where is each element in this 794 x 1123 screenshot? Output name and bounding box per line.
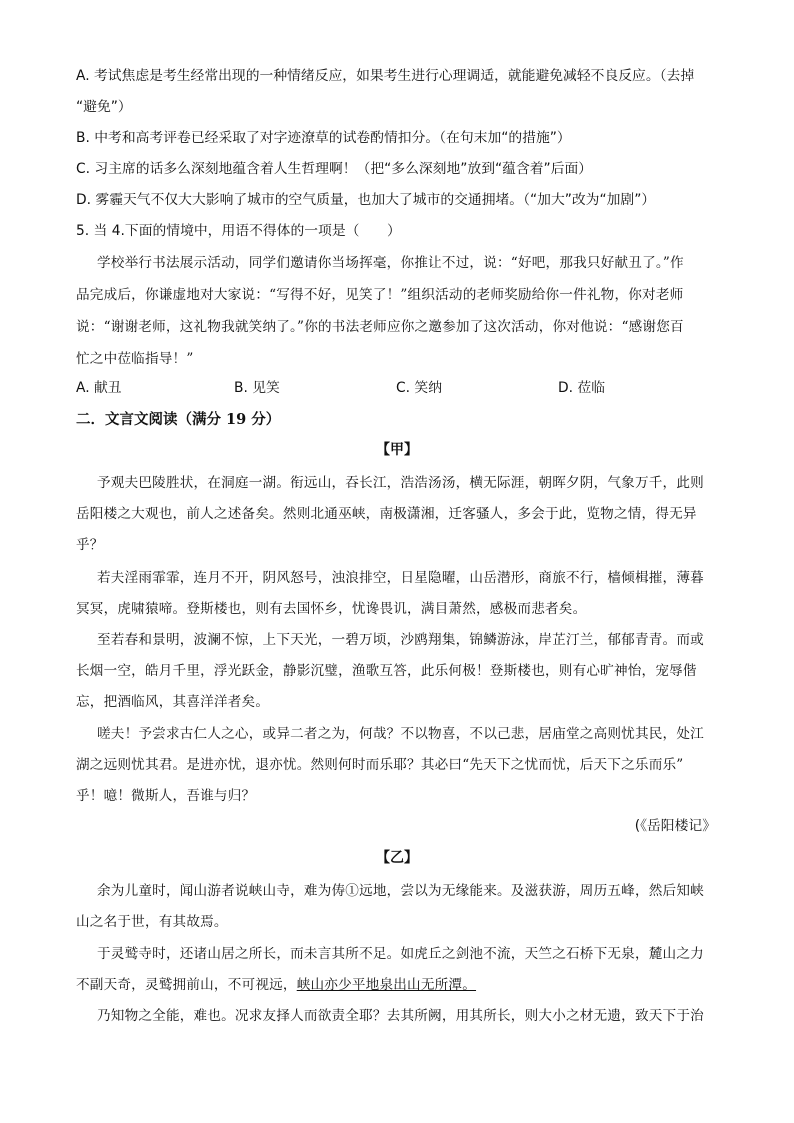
question-5-stem: 5. 当 4.下面的情境中，用语不得体的一项是（ ） <box>76 223 401 239</box>
option-a-line2: “避免”） <box>76 99 132 115</box>
jia-line: 乎！噫！微斯人，吾谁与归？ <box>76 788 256 804</box>
yi-underlined-sentence: 峡山亦少平地泉出山无所潭。 <box>296 977 477 993</box>
jia-line: 乎？ <box>76 537 104 553</box>
q5-options <box>76 378 716 398</box>
yi-line: 山之名于世，有其故焉。 <box>76 914 228 930</box>
q5-passage-line: 品完成后，你谦虚地对大家说：“写得不好，见笑了！”组织活动的老师奖励给你一件礼物，你对老师 <box>76 287 684 303</box>
jia-line: 长烟一空，皓月千里，浮光跃金，静影沉璧，渔歌互答，此乐何极！登斯楼也，则有心旷神怡，宠辱偕 <box>76 663 697 679</box>
jia-line: 忘，把酒临风，其喜洋洋者矣。 <box>76 694 270 710</box>
option-b: B. 中考和高考评卷已经采取了对字迹潦草的试卷酌情扣分。（在句末加“的措施”） <box>76 130 571 146</box>
jia-source: (《岳阳楼记》 <box>634 818 716 834</box>
jia-line: 予观夫巴陵胜状，在洞庭一湖。衔远山，吞长江，浩浩汤汤，横无际涯，朝晖夕阴，气象万千，此则 <box>97 475 704 491</box>
yi-line: 于灵鹫寺时，还诸山居之所长，而未言其所不足。如虎丘之剑池不流，天竺之石桥下无泉，麓山之力 <box>97 946 704 962</box>
yi-line: 乃知物之全能，难也。况求友择人而欲责全耶？去其所阙，用其所长，则大小之材无遗，致天下于治 <box>97 1008 704 1024</box>
option-c: C. 习主席的话多么深刻地蕴含着人生哲理啊！（把“多么深刻地”放到“蕴含着”后面） <box>76 161 593 177</box>
jia-line: 至若春和景明，波澜不惊，上下天光，一碧万顷，沙鸥翔集，锦鳞游泳，岸芷汀兰，郁郁青青。而或 <box>97 632 704 648</box>
q5-passage-line: 说：“谢谢老师，这礼物我就笑纳了。”你的书法老师应你之邀参加了这次活动，你对他说：“感谢您百 <box>76 319 684 335</box>
q5-passage-line: 忙之中莅临指导！” <box>76 351 194 367</box>
q5-passage-line: 学校举行书法展示活动，同学们邀请你当场挥毫，你推让不过，说：“好吧，那我只好献丑了。”作 <box>97 255 684 271</box>
option-d: D. 雾霾天气不仅大大影响了城市的空气质量，也加大了城市的交通拥堵。（“加大”改为“加剧”） <box>76 192 656 208</box>
jia-heading: 【甲】 <box>376 442 418 458</box>
section-2-title: 二．文言文阅读（满分 19 分） <box>76 411 281 428</box>
jia-line: 嗟夫！予尝求古仁人之心，或异二者之为，何哉？不以物喜，不以己悲，居庙堂之高则忧其民，处江 <box>97 726 704 742</box>
yi-line <box>76 975 716 995</box>
yi-line: 余为儿童时，闻山游者说峡山寺，难为俦①远地，尝以为无缘能来。及滋获游，周历五峰，然后知峡 <box>97 883 704 899</box>
q5-option-c: C. 笑纳 <box>396 380 442 396</box>
jia-line: 冥冥，虎啸猿啼。登斯楼也，则有去国怀乡，忧谗畏讥，满目萧然，感极而悲者矣。 <box>76 601 587 617</box>
option-a-line1: A. 考试焦虑是考生经常出现的一种情绪反应，如果考生进行心理调适，就能避免减轻不良反应。（去掉 <box>76 68 695 84</box>
jia-line: 若夫淫雨霏霏，连月不开，阴风怒号，浊浪排空，日星隐曜，山岳潜形，商旅不行，樯倾楫摧，薄暮 <box>97 570 704 586</box>
yi-heading: 【乙】 <box>376 850 418 866</box>
q5-option-d: D. 莅临 <box>558 380 605 396</box>
yi-line-text: 不副天奇，灵鹫拥前山，不可视远， <box>76 977 297 993</box>
jia-line: 湖之远则忧其君。是进亦忧，退亦忧。然则何时而乐耶？其必曰“先天下之忧而忧，后天下之乐而乐” <box>76 757 684 773</box>
jia-line: 岳阳楼之大观也，前人之述备矣。然则北通巫峡，南极潇湘，迁客骚人，多会于此，览物之情，得无异 <box>76 506 697 522</box>
q5-option-a: A. 献丑 <box>76 380 122 396</box>
q5-option-b: B. 见笑 <box>234 380 280 396</box>
